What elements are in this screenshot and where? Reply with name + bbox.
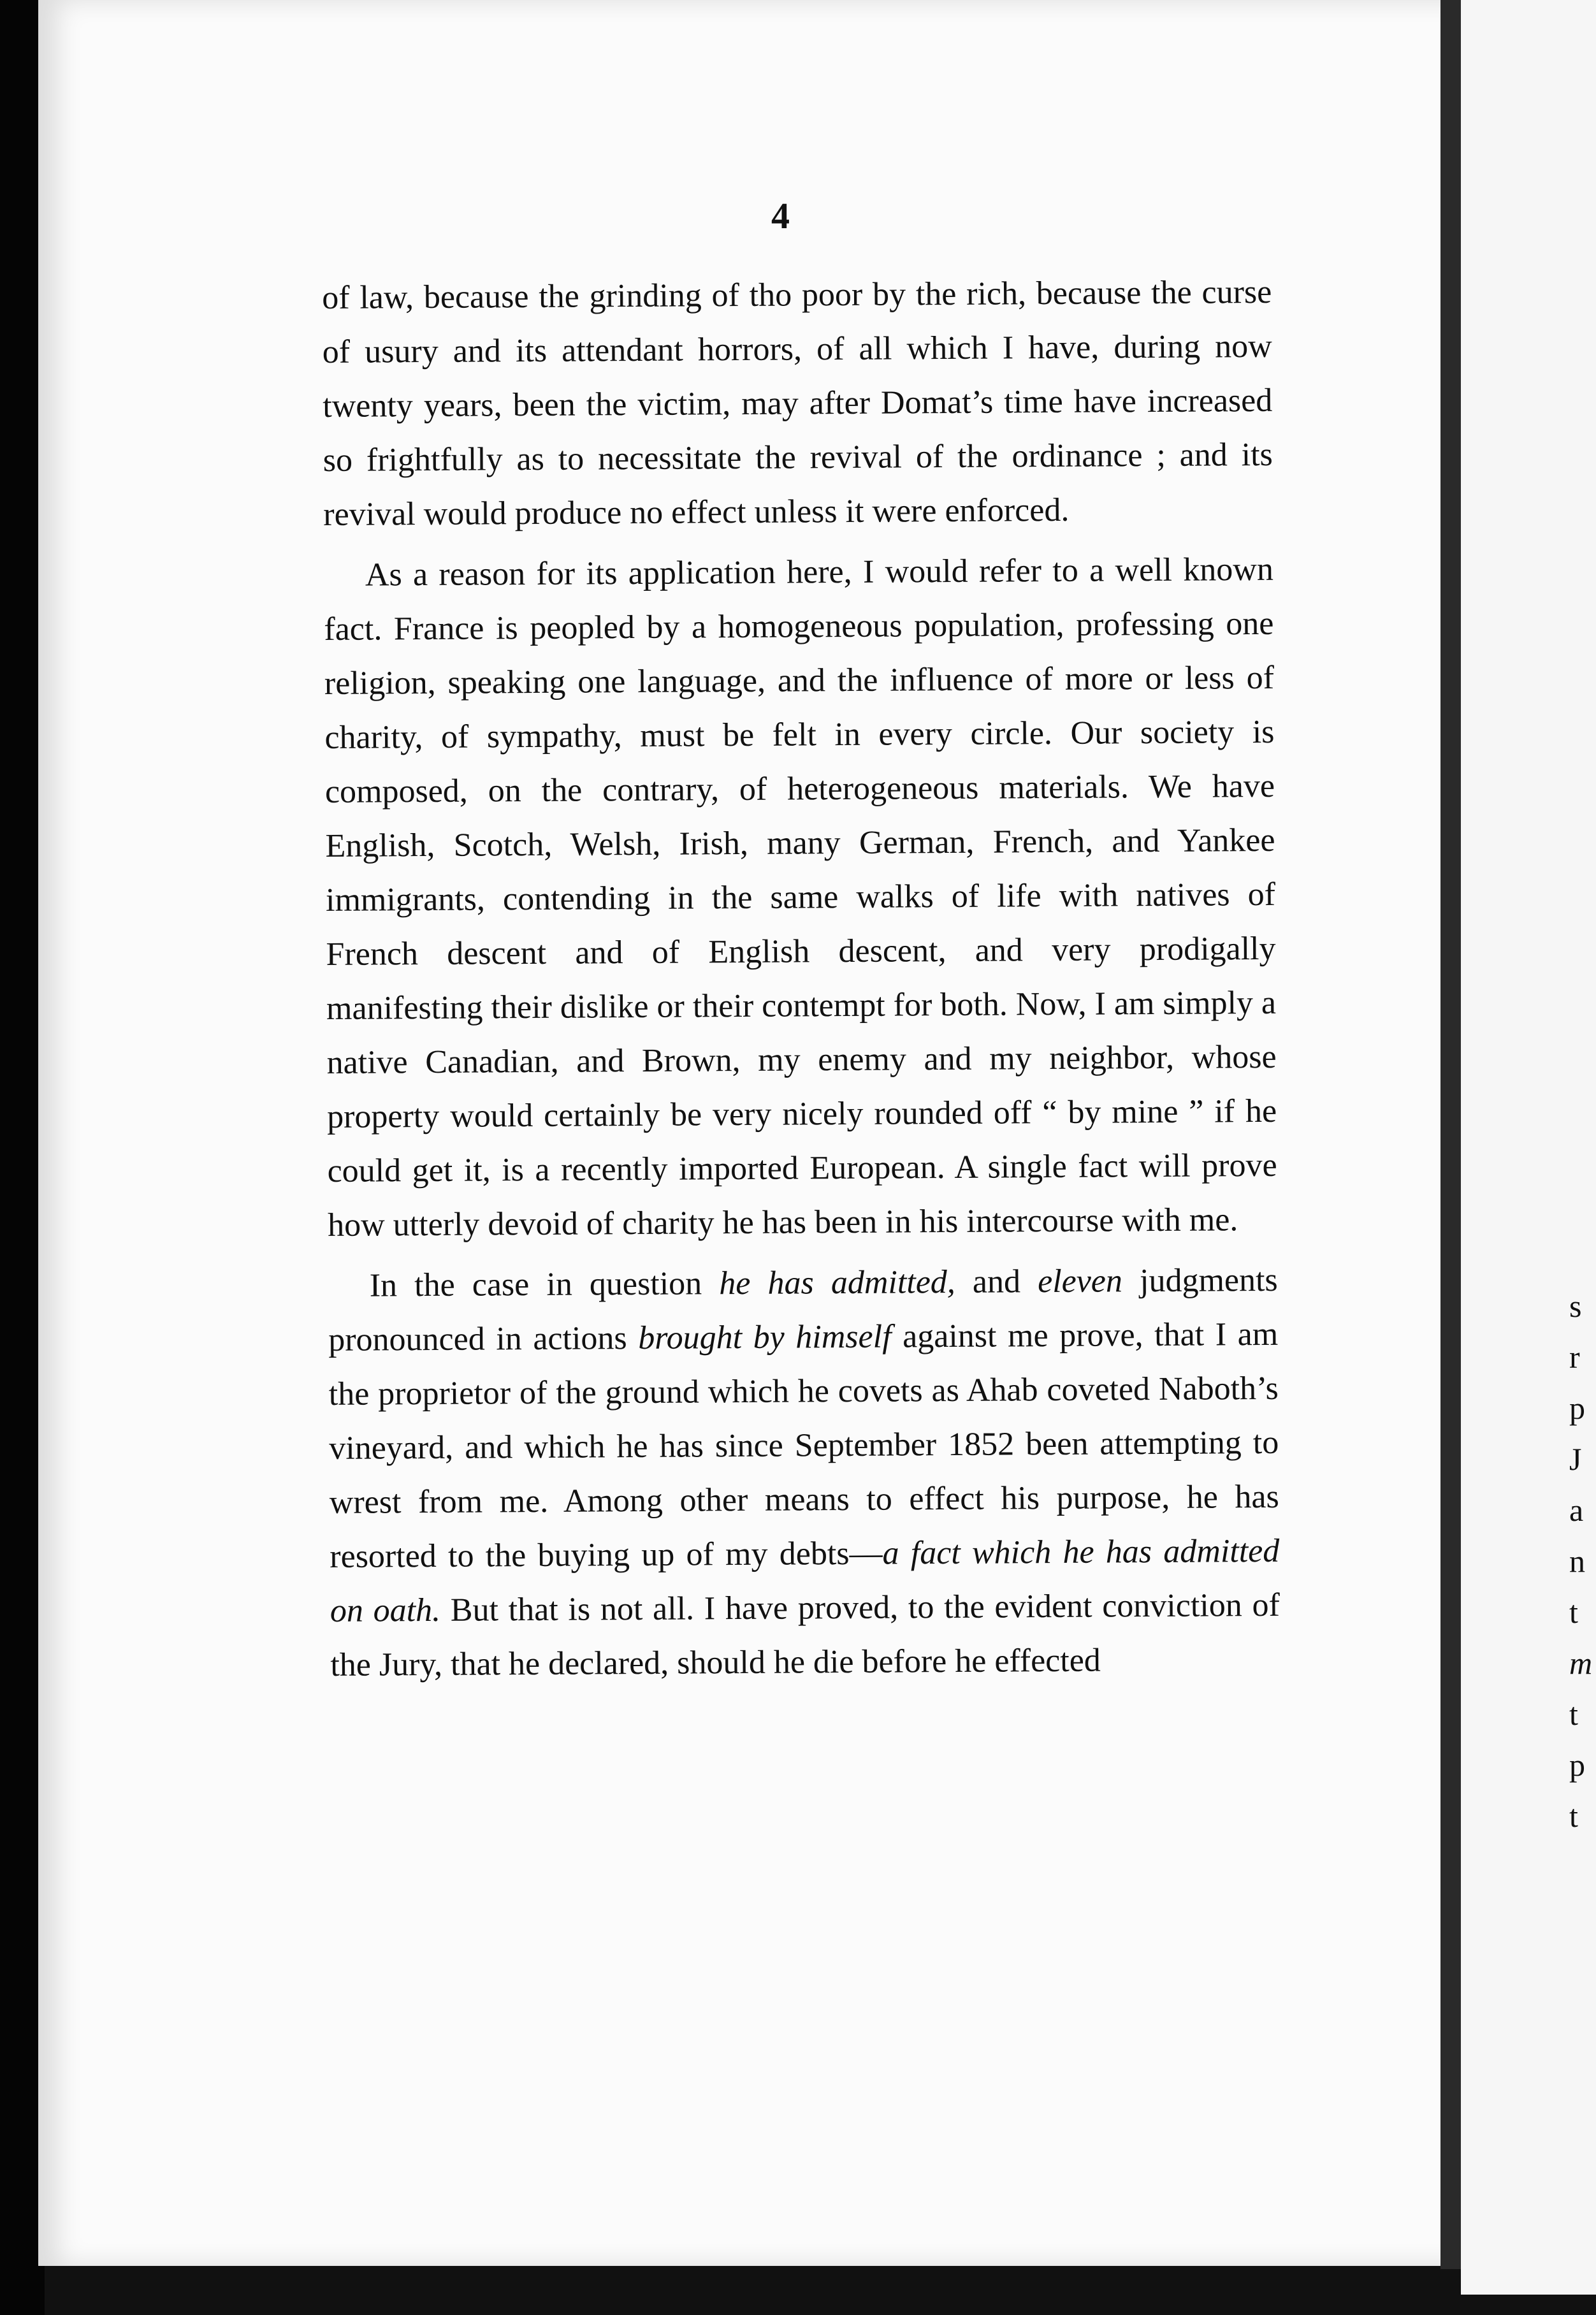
adjacent-page-letter: s	[1569, 1288, 1582, 1324]
italic-text: he has admitted,	[719, 1263, 955, 1302]
text-run: against me prove, that I am the proprietor of the ground which he covets as Ahab coveted Naboth’s vineyard, and which he has since September 1852 been attempting to wrest from me. Among other means to effect his purpose, he has resorted to the buying up of my debts—	[328, 1316, 1279, 1575]
page-fold	[1440, 0, 1461, 2269]
adjacent-page-letter: p	[1569, 1747, 1585, 1783]
adjacent-page-letter: t	[1569, 1594, 1578, 1630]
italic-text: eleven	[1037, 1263, 1123, 1300]
adjacent-page-letter: p	[1569, 1390, 1585, 1426]
body-text	[322, 265, 1280, 1692]
adjacent-page-letter: r	[1569, 1339, 1580, 1375]
adjacent-page-letter: m	[1569, 1645, 1593, 1681]
adjacent-page-letter: n	[1569, 1543, 1585, 1579]
adjacent-page-letter: J	[1569, 1441, 1582, 1477]
adjacent-page-edge	[1461, 0, 1596, 2295]
paragraph	[324, 542, 1278, 1252]
italic-text: a fact which he has admitted on oath.	[330, 1532, 1280, 1629]
adjacent-page-letter: t	[1569, 1798, 1578, 1834]
adjacent-page-letter: t	[1569, 1696, 1578, 1732]
text-run: In the case in question	[369, 1265, 720, 1304]
page-number: 4	[771, 195, 790, 236]
paragraph	[322, 265, 1273, 542]
text-run: judgments pronounced in actions	[328, 1261, 1278, 1358]
text-run: But that is not all. I have proved, to the evident conviction of the Jury, that he declared, should he die before he effected	[330, 1586, 1280, 1683]
text-run: of law, because the grinding of tho poor by the rich, because the curse of usury and its attendant horrors, of all which I have, during now twenty years, been the victim, may after Domat’s time have increased so frightfully as to necessitate the revival of the ordinance ; and its revival would produce no effect unless it were enforced.	[322, 273, 1273, 533]
text-run: and	[955, 1263, 1038, 1300]
adjacent-page-letter: a	[1569, 1492, 1584, 1528]
paragraph	[328, 1253, 1280, 1692]
text-run: As a reason for its application here, I would refer to a well known fact. France is peopled by a homogeneous population, professing one religion, speaking one language, and the influence of more or less of charity, of sympathy, must be felt in every circle. Our society is composed, on the contrary, of heterogeneous materials. We have English, Scotch, Welsh, Irish, many German, French, and Yankee immigrants, contending in the same walks of life with natives of French descent and of English descent, and very prodigally manifesting their dislike or their contempt for both. Now, I am simply a native Canadian, and Brown, my enemy and my neighbor, whose property would certainly be very nicely rounded off “ by mine ” if he could get it, is a recently imported European. A single fact will prove how utterly devoid of charity he has been in his intercourse with me.	[324, 551, 1277, 1244]
italic-text: brought by himself	[638, 1318, 892, 1356]
